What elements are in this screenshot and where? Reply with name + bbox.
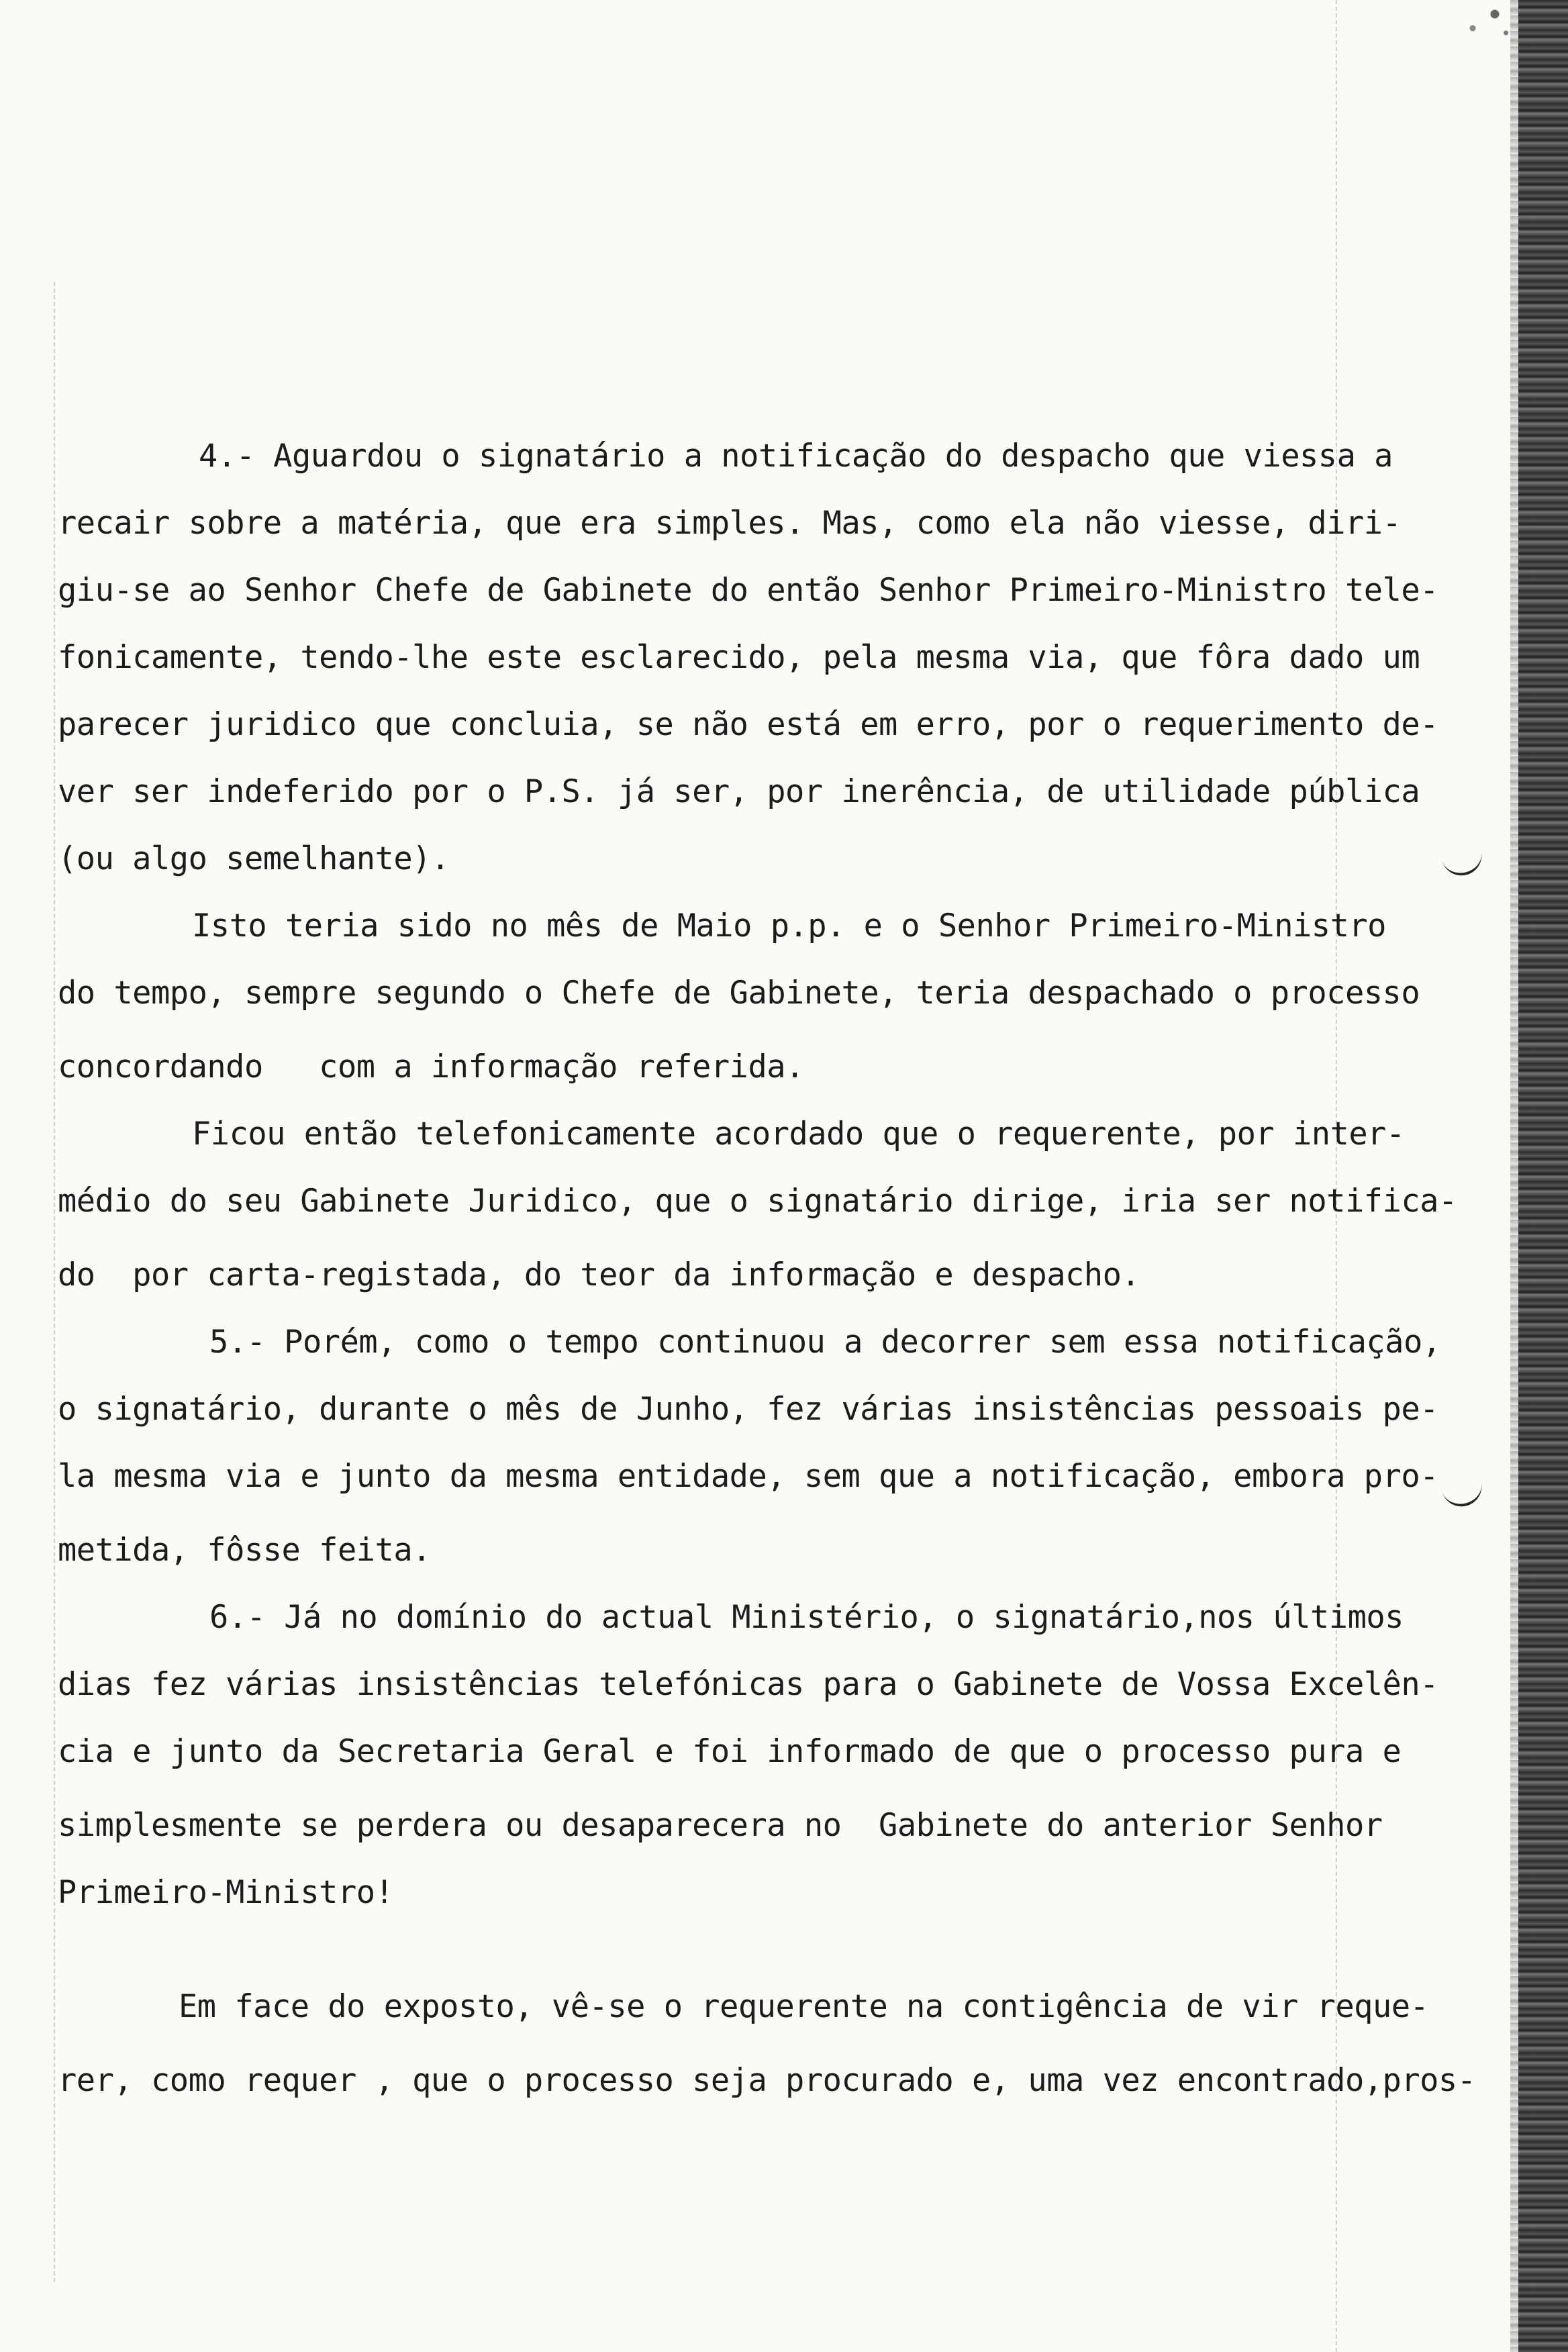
text-line: recair sobre a matéria, que era simples. Mas, como ela não viesse, diri- [58,505,1402,542]
text-line: fonicamente, tendo-lhe este esclarecido, pela mesma via, que fôra dado um [58,639,1420,676]
text-line: Isto teria sido no mês de Maio p.p. e o Senhor Primeiro-Ministro [192,908,1386,944]
text-line: 6.- Já no domínio do actual Ministério, o signatário,nos últimos [209,1599,1404,1636]
text-line: do por carta-registada, do teor da informação e despacho. [58,1257,1140,1293]
text-line: cia e junto da Secretaria Geral e foi informado de que o processo pura e [58,1733,1402,1770]
text-line: (ou algo semelhante). [58,840,450,877]
margin-tick-mark [1441,1479,1485,1510]
text-line: ver ser indeferido por o P.S. já ser, por inerência, de utilidade pública [58,773,1420,810]
margin-tick-mark [1441,848,1485,879]
text-line: parecer juridico que concluia, se não está em erro, por o requerimento de- [58,706,1438,743]
text-line: 5.- Porém, como o tempo continuou a decorrer sem essa notificação, [209,1324,1441,1361]
text-line: 4.- Aguardou o signatário a notificação do despacho que viessa a [199,438,1393,475]
text-line: metida, fôsse feita. [58,1532,431,1569]
text-line: concordando com a informação referida. [58,1048,804,1085]
text-line: o signatário, durante o mês de Junho, fez várias insistências pessoais pe- [58,1391,1438,1428]
text-line: do tempo, sempre segundo o Chefe de Gabinete, teria despachado o processo [58,975,1420,1012]
text-line: Primeiro-Ministro! [58,1874,394,1911]
scan-edge [1518,0,1568,2352]
text-line: giu-se ao Senhor Chefe de Gabinete do então Senhor Primeiro-Ministro tele- [58,572,1438,609]
left-margin-rule [54,282,55,2282]
text-line: dias fez várias insistências telefónicas para o Gabinete de Vossa Excelên- [58,1666,1438,1703]
text-line: médio do seu Gabinete Juridico, que o signatário dirige, iria ser notifica- [58,1183,1457,1220]
text-line: simplesmente se perdera ou desaparecera no Gabinete do anterior Senhor [58,1807,1383,1844]
text-line: la mesma via e junto da mesma entidade, sem que a notificação, embora pro- [58,1458,1438,1495]
text-line: Ficou então telefonicamente acordado que o requerente, por inter- [192,1116,1405,1153]
corner-smudge [1443,0,1517,47]
text-line: Em face do exposto, vê-se o requerente na contigência de vir reque- [179,1988,1429,2025]
text-line: rer, como requer , que o processo seja procurado e, uma vez encontrado,pros- [58,2062,1476,2099]
